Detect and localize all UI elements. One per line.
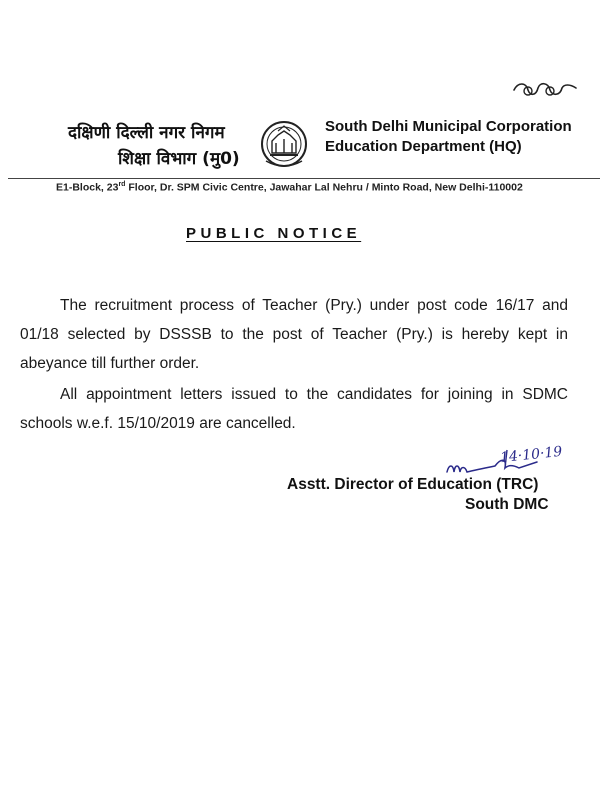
notice-paragraph-2: All appointment letters issued to the candidates for joining in SDMC schools w.e.f. 15/10/2019 are cancelled. <box>20 386 568 432</box>
signatory-organization: South DMC <box>465 496 549 513</box>
english-dept-name: Education Department (HQ) <box>325 138 522 155</box>
notice-paragraph-1: The recruitment process of Teacher (Pry.) under post code 16/17 and 01/18 selected by DSSSB to the post of Teacher (Pry.) is hereby kept in abeyance till further order. <box>20 297 568 372</box>
sdmc-emblem-icon <box>258 117 310 171</box>
signature-date: 14·10·19 <box>499 443 564 467</box>
office-address: E1-Block, 23rd Floor, Dr. SPM Civic Centre, Jawahar Lal Nehru / Minto Road, New Delhi-110002 <box>56 181 523 194</box>
header-divider <box>8 178 600 179</box>
hindi-dept-name: शिक्षा विभाग (मु0) <box>118 149 240 169</box>
hindi-org-name: दक्षिणी दिल्ली नगर निगम <box>68 123 225 143</box>
english-org-name: South Delhi Municipal Corporation <box>325 118 572 135</box>
signatory-title: Asstt. Director of Education (TRC) <box>287 476 539 493</box>
handwritten-initials <box>510 74 580 102</box>
notice-title: PUBLIC NOTICE <box>186 225 362 242</box>
